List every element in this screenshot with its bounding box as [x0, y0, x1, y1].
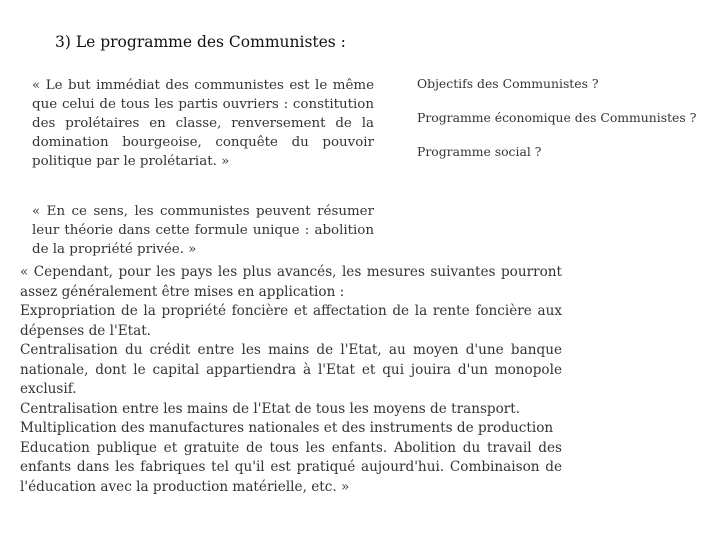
slide-title: 3) Le programme des Communistes :: [55, 33, 346, 51]
question-economic-program: Programme économique des Communistes ?: [417, 110, 697, 125]
measure-public-education: Education publique et gratuite de tous les enfants. Abolition du travail des enfants dans les fabriques tel qu'il est pratiqué aujourd'hui. Combinaison de l'éducation avec la production matérielle, etc. »: [20, 439, 562, 495]
measure-transport-centralisation: Centralisation entre les mains de l'Etat de tous les moyens de transport.: [20, 400, 521, 417]
quote-abolition-private-property: « En ce sens, les communistes peuvent résumer leur théorie dans cette formule unique : abolition de la propriété privée. »: [32, 204, 374, 257]
measure-land-expropriation: Expropriation de la propriété foncière et affectation de la rente foncière aux dépenses de l'Etat.: [20, 303, 562, 339]
quote-immediate-goal: « Le but immédiat des communistes est le même que celui de tous les partis ouvriers : constitution des prolétaires en classe, renversement de la domination bourgeoise, conquête du pouvoir politique par le prolétariat. »: [32, 78, 374, 169]
measure-credit-centralisation: Centralisation du crédit entre les mains de l'Etat, au moyen d'une banque nationale, dont le capital appartiendra à l'Etat et qui jouira d'un monopole exclusif.: [20, 342, 562, 397]
quote-measures: [20, 263, 562, 497]
question-list: [417, 75, 696, 177]
question-objectives: Objectifs des Communistes ?: [417, 76, 599, 91]
question-social-program: Programme social ?: [417, 144, 542, 159]
measures-intro: « Cependant, pour les pays les plus avancés, les mesures suivantes pourront assez généralement être mises en application :: [20, 264, 562, 300]
measure-national-factories: Multiplication des manufactures nationales et des instruments de production: [20, 420, 554, 436]
